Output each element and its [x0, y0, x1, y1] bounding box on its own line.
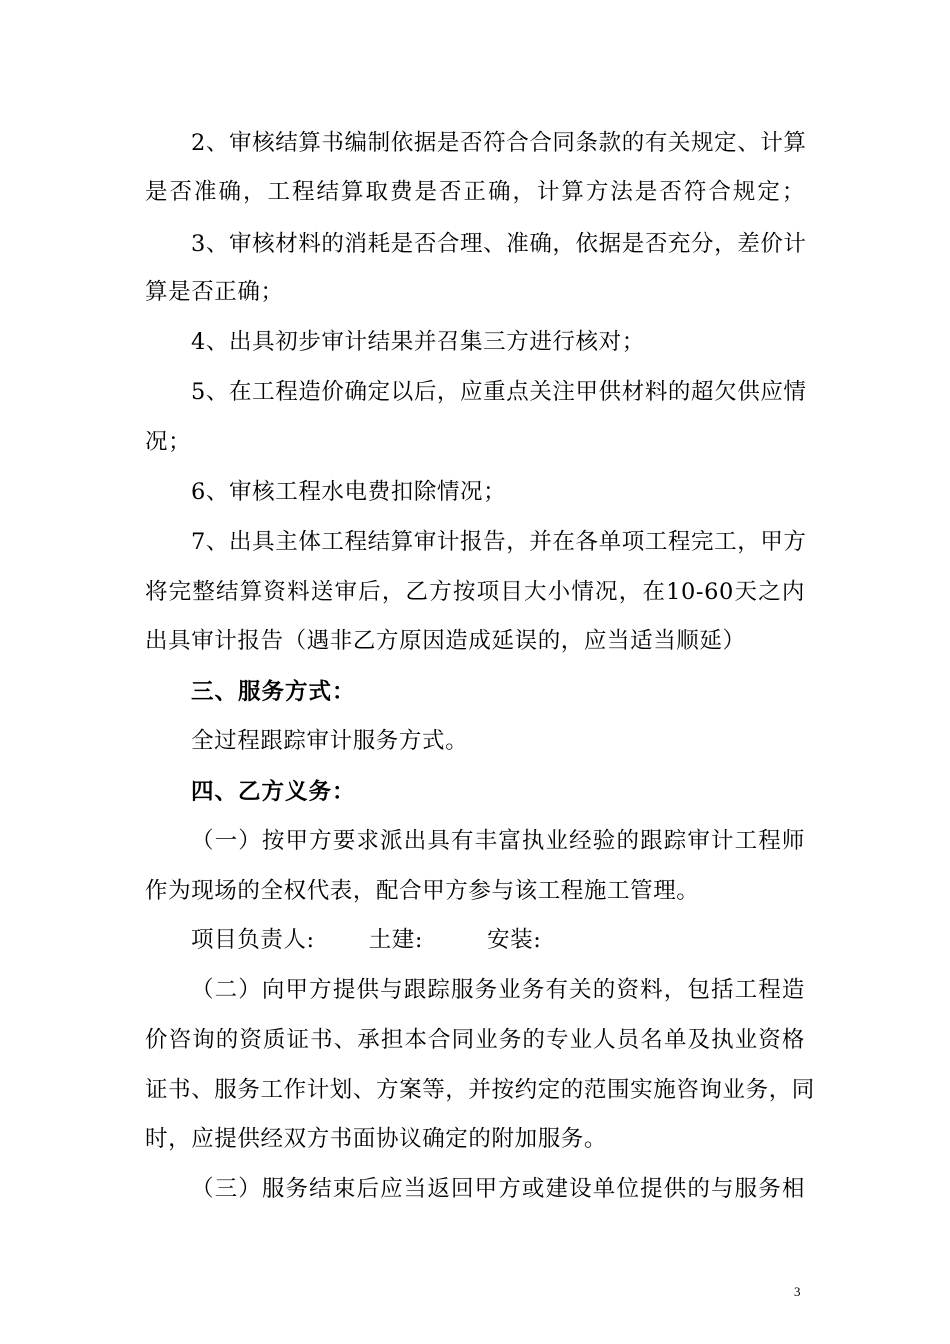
text-line: （一）按甲方要求派出具有丰富执业经验的跟踪审计工程师: [191, 828, 805, 854]
text-line: 7、出具主体工程结算审计报告，并在各单项工程完工，甲方: [191, 529, 807, 555]
project-lead-label: 项目负责人:: [191, 927, 315, 953]
text-line: 将完整结算资料送审后，乙方按项目大小情况，在10-60天之内: [145, 579, 805, 605]
text-line: （二）向甲方提供与跟踪服务业务有关的资料，包括工程造: [191, 977, 805, 1003]
text-line: 作为现场的全权代表，配合甲方参与该工程施工管理。: [145, 878, 700, 904]
text-line: 出具审计报告（遇非乙方原因造成延误的，应当适当顺延）: [145, 628, 746, 654]
text-line: 是否准确，工程结算取费是否正确，计算方法是否符合规定；: [145, 179, 805, 205]
staff-line: [191, 925, 805, 955]
text-line: 证书、服务工作计划、方案等，并按约定的范围实施咨询业务，同: [145, 1077, 815, 1103]
text-line: 算是否正确；: [145, 279, 284, 305]
text-line: 6、审核工程水电费扣除情况；: [191, 479, 507, 505]
install-label: 安装:: [487, 927, 542, 953]
text-line: 2、审核结算书编制依据是否符合合同条款的有关规定、计算: [191, 130, 807, 156]
text-line: 时，应提供经双方书面协议确定的附加服务。: [145, 1126, 608, 1152]
text-line: 3、审核材料的消耗是否合理、准确，依据是否充分，差价计: [191, 231, 807, 257]
text-line: 4、出具初步审计结果并召集三方进行核对；: [191, 329, 645, 355]
text-line: 全过程跟踪审计服务方式。: [191, 728, 469, 754]
text-line: 况；: [145, 429, 192, 455]
civil-label: 土建:: [368, 927, 424, 953]
text-line: （三）服务结束后应当返回甲方或建设单位提供的与服务相: [191, 1176, 805, 1202]
text-line: 5、在工程造价确定以后，应重点关注甲供材料的超欠供应情: [191, 379, 807, 405]
section-heading: 三、服务方式：: [191, 679, 356, 705]
section-heading: 四、乙方义务：: [191, 779, 356, 805]
text-line: 价咨询的资质证书、承担本合同业务的专业人员名单及执业资格: [145, 1027, 805, 1053]
page-number: 3: [794, 1284, 801, 1299]
